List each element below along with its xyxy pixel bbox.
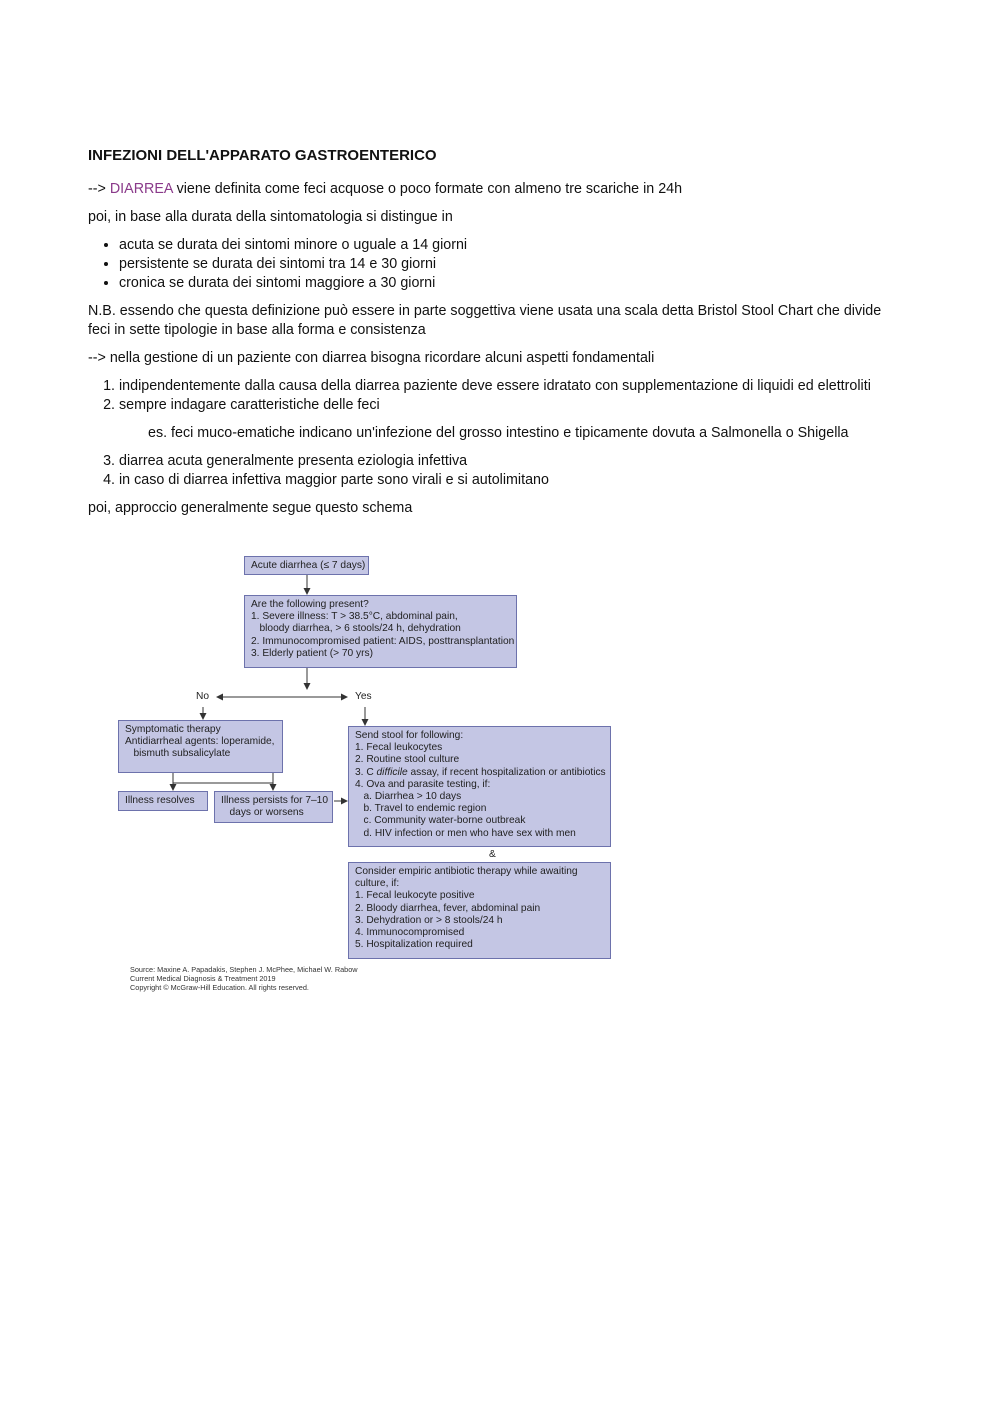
nb-paragraph: N.B. essendo che questa definizione può essere in parte soggettiva viene usata una scala detta Bristol Stool Chart che divide feci in sette tipologie in base alla forma e consistenza xyxy=(88,303,882,338)
ampersand-label: & xyxy=(489,849,496,860)
symptomatic-box: Symptomatic therapy Antidiarrheal agents: loperamide, bismuth subsalicylate xyxy=(118,720,283,773)
intro-paragraph xyxy=(88,180,888,199)
duration-list xyxy=(88,236,888,293)
list-item: • acuta se durata dei sintomi minore o uguale a 14 giorni xyxy=(119,236,888,255)
no-label: No xyxy=(196,691,210,702)
start-box: Acute diarrhea (≤ 7 days) xyxy=(244,556,369,575)
list-item: 4. in caso di diarrea infettiva maggior parte sono virali e si autolimitano xyxy=(119,471,888,490)
document-body xyxy=(88,146,888,527)
intro-arrow: --> xyxy=(88,181,106,197)
empiric-box: Consider empiric antibiotic therapy while awaiting culture, if: 1. Fecal leukocyte positive 2. Bloody diarrhea, fever, abdominal pain 3. Dehydration or > 8 stools/24 h 4. Immunocompromised 5. Hospitalization required xyxy=(348,862,611,959)
duration-paragraph: poi, in base alla durata della sintomatologia si distingue in xyxy=(88,209,453,225)
list-item: • cronica se durata dei sintomi maggiore a 30 giorni xyxy=(119,274,888,293)
yes-label: Yes xyxy=(355,691,372,702)
question-box: Are the following present? 1. Severe illness: T > 38.5°C, abdominal pain, bloody diarrhea, > 6 stools/24 h, dehydration 2. Immunocompromised patient: AIDS, posttransplantation 3. Elderly patient (> 70 yrs) xyxy=(244,595,517,668)
list-item: 1. indipendentemente dalla causa della diarrea paziente deve essere idratato con supplementazione di liquidi ed elettroliti xyxy=(119,377,888,396)
stool-box: Send stool for following: 1. Fecal leukocytes 2. Routine stool culture 3. C difficile assay, if recent hospitalization or antibiotics 4. Ova and parasite testing, if: a. Diarrhea > 10 days b. Travel to endemic region c. Community water-borne outbreak d. HIV infection or men who have sex with men xyxy=(348,726,611,847)
source-credit: Source: Maxine A. Papadakis, Stephen J. McPhee, Michael W. Rabow Current Medical Diagnosis & Treatment 2019 Copyright © McGraw-Hill Education. All rights reserved. xyxy=(130,965,358,992)
page-title: INFEZIONI DELL'APPARATO GASTROENTERICO xyxy=(88,147,437,164)
list-item: • persistente se durata dei sintomi tra 14 e 30 giorni xyxy=(119,255,888,274)
intro-text: viene definita come feci acquose o poco formate con almeno tre scariche in 24h xyxy=(176,181,683,197)
resolves-box: Illness resolves xyxy=(118,791,208,811)
steps-list-b xyxy=(88,452,888,490)
list-item: 3. diarrea acuta generalmente presenta eziologia infettiva xyxy=(119,452,888,471)
gestione-paragraph: --> nella gestione di un paziente con diarrea bisogna ricordare alcuni aspetti fondamentali xyxy=(88,350,655,366)
diarrea-highlight: DIARREA xyxy=(109,181,173,197)
steps-list-a xyxy=(88,377,888,415)
diarrhea-flowchart xyxy=(110,553,630,1003)
symptomatic-branch xyxy=(173,773,273,783)
schema-paragraph: poi, approccio generalmente segue questo schema xyxy=(88,500,413,516)
persists-box: Illness persists for 7–10 days or worsens xyxy=(214,791,333,823)
list-item: 2. sempre indagare caratteristiche delle feci xyxy=(119,396,888,415)
example-paragraph: es. feci muco-ematiche indicano un'infezione del grosso intestino e tipicamente dovuta a Salmonella o Shigella xyxy=(148,425,849,441)
